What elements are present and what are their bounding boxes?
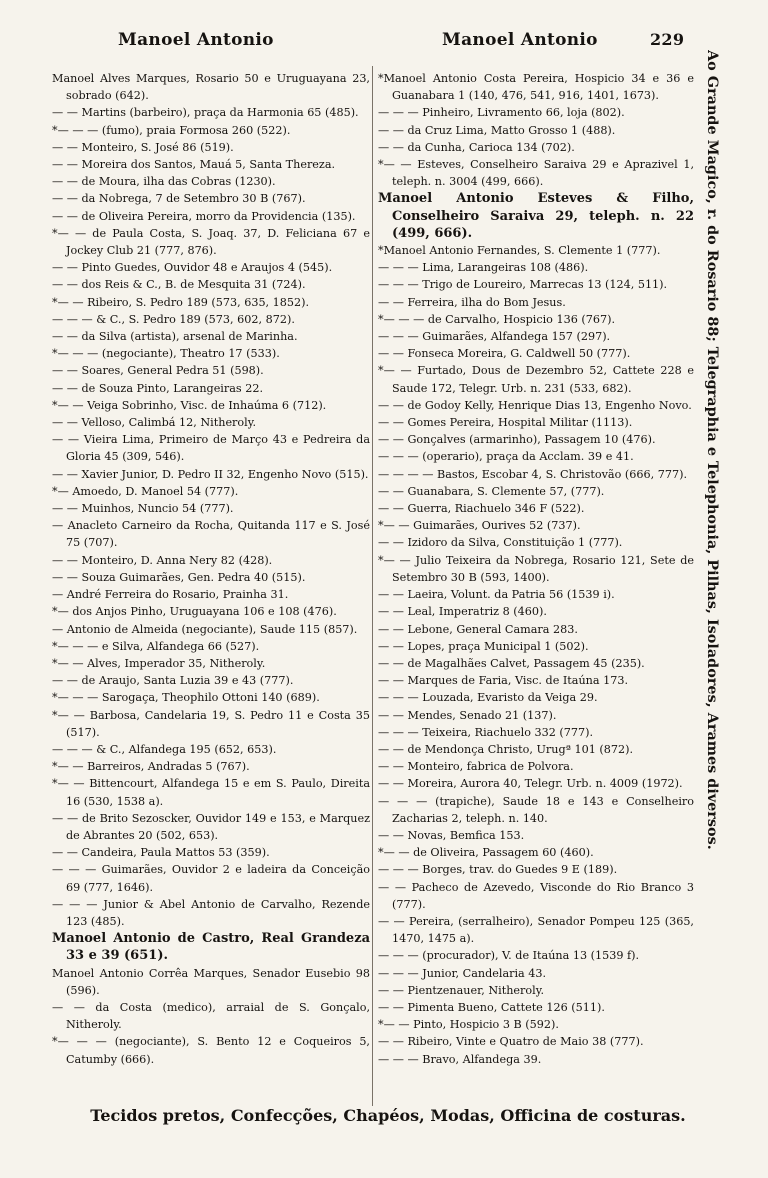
- directory-entry: — — — Louzada, Evaristo da Veiga 29.: [378, 691, 598, 705]
- directory-entry: — — da Cruz Lima, Matto Grosso 1 (488).: [378, 123, 616, 137]
- column-divider: [372, 66, 373, 1106]
- directory-entry: Manoel Antonio Esteves & Filho, Conselheiro Saraiva 29, teleph. n. 22 (499, 666).: [378, 191, 694, 241]
- directory-entry: — — — Teixeira, Riachuelo 332 (777).: [378, 725, 594, 739]
- directory-entry: — — de Brito Sezoscker, Ouvidor 149 e 153, e Marquez de Abrantes 20 (502, 653).: [52, 811, 370, 842]
- directory-entry: — — — — Bastos, Escobar 4, S. Christovão (666, 777).: [378, 467, 687, 481]
- directory-entry: — — de Mendonça Christo, Urugª 101 (872).: [378, 742, 634, 756]
- directory-entry: Manoel Antonio Corrêa Marques, Senador Eusebio 98 (596).: [52, 966, 370, 997]
- directory-entry: — — Izidoro da Silva, Constituição 1 (777).: [378, 536, 623, 550]
- directory-entry: — — Monteiro, S. José 86 (519).: [52, 140, 234, 154]
- directory-entry: — — Souza Guimarães, Gen. Pedra 40 (515).: [52, 570, 306, 584]
- directory-entry: — — — Junior, Candelaria 43.: [378, 966, 547, 980]
- page-number: 229: [650, 30, 685, 49]
- directory-entry: *— — de Oliveira, Passagem 60 (460).: [378, 846, 594, 860]
- directory-entry: — — Velloso, Calimbá 12, Nitheroly.: [52, 416, 257, 430]
- directory-entry: *— — Veiga Sobrinho, Visc. de Inhaúma 6 (712).: [52, 398, 327, 412]
- directory-entry: — — de Araujo, Santa Luzia 39 e 43 (777).: [52, 674, 294, 688]
- directory-entry: *Manoel Antonio Costa Pereira, Hospicio 34 e 36 e Guanabara 1 (140, 476, 541, 916, 1401, 1673).: [378, 72, 694, 103]
- directory-entry: *Manoel Antonio Fernandes, S. Clemente 1 (777).: [378, 244, 661, 258]
- directory-entry: — — Leal, Imperatriz 8 (460).: [378, 605, 547, 619]
- directory-entry: — — da Cunha, Carioca 134 (702).: [378, 140, 575, 154]
- directory-entry: — — Marques de Faria, Visc. de Itaúna 173.: [378, 674, 629, 688]
- directory-entry: Manoel Alves Marques, Rosario 50 e Uruguayana 23, sobrado (642).: [52, 72, 370, 103]
- directory-entry: — — — (procurador), V. de Itaúna 13 (1539 f).: [378, 949, 640, 963]
- directory-entry: *— — — de Carvalho, Hospicio 136 (767).: [378, 312, 616, 326]
- directory-entry: — — Pinto Guedes, Ouvidor 48 e Araujos 4 (545).: [52, 261, 333, 275]
- directory-entry: *— — Ribeiro, S. Pedro 189 (573, 635, 1852).: [52, 295, 310, 309]
- directory-entry: — — Soares, General Pedra 51 (598).: [52, 364, 264, 378]
- directory-entry: — — Martins (barbeiro), praça da Harmonia 65 (485).: [52, 106, 359, 120]
- directory-entry: — — — Lima, Larangeiras 108 (486).: [378, 261, 589, 275]
- right-running-title: Manoel Antonio: [442, 30, 598, 50]
- directory-entry: — — Moreira dos Santos, Mauá 5, Santa Thereza.: [52, 158, 336, 172]
- directory-entry: — — Xavier Junior, D. Pedro II 32, Engenho Novo (515).: [52, 467, 369, 481]
- directory-entry: — — Ferreira, ilha do Bom Jesus.: [378, 295, 566, 309]
- directory-entry: — — — (operario), praça da Acclam. 39 e 41.: [378, 450, 634, 464]
- directory-entry: *— Amoedo, D. Manoel 54 (777).: [52, 484, 239, 498]
- directory-entry: — — Mendes, Senado 21 (137).: [378, 708, 557, 722]
- directory-entry: — Anacleto Carneiro da Rocha, Quitanda 117 e S. José 75 (707).: [52, 519, 370, 550]
- directory-entry: — — da Costa (medico), arraial de S. Gonçalo, Nitheroly.: [52, 1000, 370, 1032]
- directory-entry: — — de Souza Pinto, Larangeiras 22.: [52, 381, 263, 395]
- directory-entry: *— — — (negociante), Theatro 17 (533).: [52, 347, 280, 361]
- directory-entry: — — — Trigo de Loureiro, Marrecas 13 (124, 511).: [378, 278, 668, 292]
- directory-entry: — — de Moura, ilha das Cobras (1230).: [52, 175, 276, 189]
- directory-entry: *— — Barreiros, Andradas 5 (767).: [52, 760, 250, 774]
- directory-entry: — — da Silva (artista), arsenal de Marinha.: [52, 330, 298, 344]
- directory-entry: — — — Guimarães, Ouvidor 2 e ladeira da Conceição 69 (777, 1646).: [52, 863, 370, 894]
- directory-entry: *— — — (negociante), S. Bento 12 e Coqueiros 5, Catumby (666).: [52, 1035, 370, 1066]
- directory-entry: — — dos Reis & C., B. de Mesquita 31 (724).: [52, 278, 306, 292]
- directory-entry: — — de Oliveira Pereira, morro da Providencia (135).: [52, 209, 356, 223]
- directory-entry: — — Lopes, praça Municipal 1 (502).: [378, 639, 589, 653]
- directory-entry: — — da Nobrega, 7 de Setembro 30 B (767).: [52, 192, 306, 206]
- directory-entry: — — — Pinheiro, Livramento 66, loja (802).: [378, 106, 625, 120]
- directory-entry: — — — Guimarães, Alfandega 157 (297).: [378, 330, 611, 344]
- directory-entry: — — Monteiro, D. Anna Nery 82 (428).: [52, 553, 273, 567]
- directory-entry: — — Gomes Pereira, Hospital Militar (1113).: [378, 416, 633, 430]
- directory-entry: — — Muinhos, Nuncio 54 (777).: [52, 502, 234, 516]
- left-running-title: Manoel Antonio: [118, 30, 274, 50]
- directory-entry: — André Ferreira do Rosario, Prainha 31.: [52, 588, 289, 602]
- directory-entry: *— — — Sarogaça, Theophilo Ottoni 140 (689).: [52, 691, 320, 705]
- directory-entry: *— — Esteves, Conselheiro Saraiva 29 e Aprazivel 1, teleph. n. 3004 (499, 666).: [378, 158, 694, 189]
- footer-advertisement: Tecidos pretos, Confecções, Chapéos, Modas, Officina de costuras.: [90, 1106, 686, 1125]
- directory-entry: — — — Junior & Abel Antonio de Carvalho, Rezende 123 (485).: [52, 897, 370, 928]
- directory-entry: — — Laeira, Volunt. da Patria 56 (1539 i).: [378, 588, 615, 602]
- directory-entry: — — — & C., S. Pedro 189 (573, 602, 872).: [52, 312, 295, 326]
- directory-entry: *— — — e Silva, Alfandega 66 (527).: [52, 639, 260, 653]
- directory-entry: — — de Magalhães Calvet, Passagem 45 (235).: [378, 656, 645, 670]
- directory-entry: *— — — (fumo), praia Formosa 260 (522).: [52, 123, 291, 137]
- directory-entry: — — Pimenta Bueno, Cattete 126 (511).: [378, 1000, 605, 1014]
- side-advertisement: Ao Grande Magico, r. do Rosario 88; Telegraphia e Telephonia, Pilhas, Isoladores, Arames diversos.: [704, 50, 721, 850]
- directory-entry: *— — Barbosa, Candelaria 19, S. Pedro 11 e Costa 35 (517).: [52, 708, 370, 739]
- directory-entry: — — Ribeiro, Vinte e Quatro de Maio 38 (777).: [378, 1035, 644, 1049]
- directory-entry: *— — Guimarães, Ourives 52 (737).: [378, 519, 581, 533]
- directory-entry: — — Vieira Lima, Primeiro de Março 43 e Pedreira da Gloria 45 (309, 546).: [52, 433, 370, 464]
- directory-entry: *— — Julio Teixeira da Nobrega, Rosario 121, Sete de Setembro 30 B (593, 1400).: [378, 553, 694, 584]
- directory-entry: *— — Pinto, Hospicio 3 B (592).: [378, 1018, 559, 1032]
- directory-entry: — — — Borges, trav. do Guedes 9 E (189).: [378, 863, 618, 877]
- directory-entry: — — Monteiro, fabrica de Polvora.: [378, 760, 574, 774]
- directory-entry: *— — de Paula Costa, S. Joaq. 37, D. Feliciana 67 e Jockey Club 21 (777, 876).: [52, 226, 370, 258]
- directory-entry: *— dos Anjos Pinho, Uruguayana 106 e 108 (476).: [52, 605, 337, 619]
- directory-entry: — — Lebone, General Camara 283.: [378, 622, 578, 636]
- left-column: [52, 70, 370, 1068]
- directory-entry: — — — (trapiche), Saude 18 e 143 e Conselheiro Zacharias 2, teleph. n. 140.: [378, 794, 694, 825]
- directory-entry: — — Pientzenauer, Nitheroly.: [378, 983, 545, 997]
- directory-entry: *— — Alves, Imperador 35, Nitheroly.: [52, 656, 266, 670]
- directory-entry: — — Pacheco de Azevedo, Visconde do Rio Branco 3 (777).: [378, 880, 694, 911]
- directory-entry: *— — Furtado, Dous de Dezembro 52, Cattete 228 e Saude 172, Telegr. Urb. n. 231 (533, 682).: [378, 364, 694, 395]
- directory-entry: — — — Bravo, Alfandega 39.: [378, 1052, 542, 1066]
- directory-entry: — — Candeira, Paula Mattos 53 (359).: [52, 846, 270, 860]
- right-column: [378, 70, 694, 1068]
- directory-entry: — Antonio de Almeida (negociante), Saude 115 (857).: [52, 622, 358, 636]
- directory-entry: *— — Bittencourt, Alfandega 15 e em S. Paulo, Direita 16 (530, 1538 a).: [52, 777, 370, 808]
- directory-entry: — — Pereira, (serralheiro), Senador Pompeu 125 (365, 1470, 1475 a).: [378, 914, 694, 946]
- directory-entry: Manoel Antonio de Castro, Real Grandeza 33 e 39 (651).: [52, 931, 370, 964]
- directory-entry: — — Fonseca Moreira, G. Caldwell 50 (777).: [378, 347, 631, 361]
- directory-entry: — — Moreira, Aurora 40, Telegr. Urb. n. 4009 (1972).: [378, 777, 683, 791]
- directory-entry: — — de Godoy Kelly, Henrique Dias 13, Engenho Novo.: [378, 398, 692, 412]
- directory-entry: — — Gonçalves (armarinho), Passagem 10 (476).: [378, 433, 656, 447]
- directory-entry: — — Guanabara, S. Clemente 57, (777).: [378, 484, 605, 498]
- directory-entry: — — Guerra, Riachuelo 346 F (522).: [378, 502, 585, 516]
- directory-entry: — — Novas, Bemfica 153.: [378, 828, 525, 842]
- directory-entry: — — — & C., Alfandega 195 (652, 653).: [52, 742, 277, 756]
